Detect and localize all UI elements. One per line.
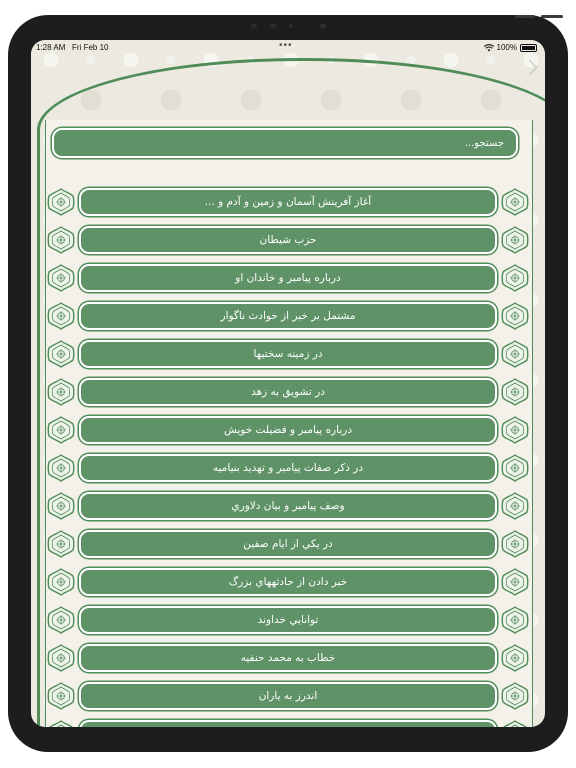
list-item-label: اندرز به ياران — [258, 690, 318, 702]
list-item[interactable] — [44, 529, 532, 559]
list-item-button[interactable] — [79, 264, 497, 292]
list-item-button[interactable] — [79, 302, 497, 330]
list-item[interactable] — [44, 605, 532, 635]
ornament-icon — [500, 264, 530, 292]
ornament-icon — [500, 416, 530, 444]
app-screen — [31, 40, 545, 727]
ornament-icon — [46, 644, 76, 672]
list-item-label: درباره پيامبر و فضيلت خويش — [223, 424, 353, 436]
list-item[interactable] — [44, 491, 532, 521]
list-item-label: در زمينه سختيها — [253, 348, 323, 360]
ornament-icon — [500, 340, 530, 368]
status-bar — [31, 40, 545, 56]
ornament-icon — [46, 530, 76, 558]
ornament-icon — [46, 378, 76, 406]
search-input[interactable] — [54, 130, 516, 156]
list-item-label: خبر دادن از حادثههاي بزرگ — [228, 576, 348, 588]
list-item[interactable] — [44, 567, 532, 597]
list-item-label: در يكي از ايام صفين — [243, 538, 333, 550]
camera-dot — [251, 23, 257, 29]
battery-percent: 100% — [496, 43, 517, 52]
list-item[interactable] — [44, 301, 532, 331]
ornament-icon — [46, 416, 76, 444]
list-item[interactable] — [44, 187, 532, 217]
power-button — [541, 15, 563, 18]
ornament-icon — [46, 720, 76, 727]
list-item[interactable] — [44, 263, 532, 293]
ornament-icon — [500, 378, 530, 406]
list-item-label: در تشويق به زهد — [251, 386, 325, 398]
list-item-label: خطاب به محمد حنفيه — [240, 652, 336, 664]
ornament-icon — [500, 530, 530, 558]
ornament-icon — [500, 682, 530, 710]
ornament-icon — [500, 302, 530, 330]
list-item-button[interactable] — [79, 644, 497, 672]
multitasking-dots-icon[interactable]: ••• — [279, 40, 293, 51]
list-item[interactable] — [44, 643, 532, 673]
ornament-icon — [500, 606, 530, 634]
list-item-label: حزب شيطان — [259, 234, 317, 246]
ornament-icon — [500, 226, 530, 254]
list-item-button[interactable] — [79, 720, 497, 727]
list-item-button[interactable] — [79, 568, 497, 596]
list-item-label: آغاز آفرينش آسمان و زمين و آدم و ... — [204, 196, 372, 208]
list-item[interactable] — [44, 225, 532, 255]
status-indicators — [484, 43, 537, 52]
camera-dot — [320, 23, 326, 29]
list-item-button[interactable] — [79, 340, 497, 368]
list-item-button[interactable] — [79, 682, 497, 710]
status-time: 1:28 AM Fri Feb 10 — [36, 43, 109, 52]
list-item-button[interactable] — [79, 416, 497, 444]
ornament-icon — [500, 644, 530, 672]
ornament-icon — [46, 492, 76, 520]
camera-dot — [289, 24, 293, 28]
ornament-icon — [500, 454, 530, 482]
ornament-icon — [46, 340, 76, 368]
ornament-icon — [46, 302, 76, 330]
volume-button — [515, 15, 535, 18]
list-item-button[interactable] — [79, 188, 497, 216]
list-item-label: مشتمل بر خبر از حوادث ناگوار — [220, 310, 356, 322]
ornament-icon — [46, 682, 76, 710]
wifi-icon — [484, 44, 494, 52]
ornament-icon — [46, 226, 76, 254]
list-item[interactable] — [44, 339, 532, 369]
ornament-icon — [500, 720, 530, 727]
list-item[interactable] — [44, 681, 532, 711]
list-item-button[interactable] — [79, 606, 497, 634]
list-item-label: در ذكر صفات پيامبر و تهديد بنياميه — [212, 462, 364, 474]
list-item[interactable] — [44, 415, 532, 445]
list-item[interactable] — [44, 719, 532, 727]
list-item-button[interactable] — [79, 492, 497, 520]
list-item[interactable] — [44, 453, 532, 483]
battery-icon — [520, 44, 537, 52]
ornament-icon — [500, 568, 530, 596]
search-bar[interactable] — [52, 128, 518, 158]
ornament-icon — [46, 188, 76, 216]
chevron-right-icon[interactable] — [522, 60, 538, 76]
list-item-label: توانايي خداوند — [257, 614, 319, 626]
ornament-icon — [46, 264, 76, 292]
list-item-button[interactable] — [79, 530, 497, 558]
ornament-icon — [46, 454, 76, 482]
list-item[interactable] — [44, 377, 532, 407]
ornament-icon — [500, 492, 530, 520]
list-item-label: وصف پيامبر و بيان دلاوري — [231, 500, 345, 512]
list-item-button[interactable] — [79, 226, 497, 254]
ornament-icon — [46, 568, 76, 596]
ornament-icon — [500, 188, 530, 216]
ornament-icon — [46, 606, 76, 634]
camera-dot — [270, 23, 276, 29]
list-item-button[interactable] — [79, 378, 497, 406]
list-item-label: درباره پيامبر و خاندان او — [235, 272, 341, 284]
list-item-button[interactable] — [79, 454, 497, 482]
